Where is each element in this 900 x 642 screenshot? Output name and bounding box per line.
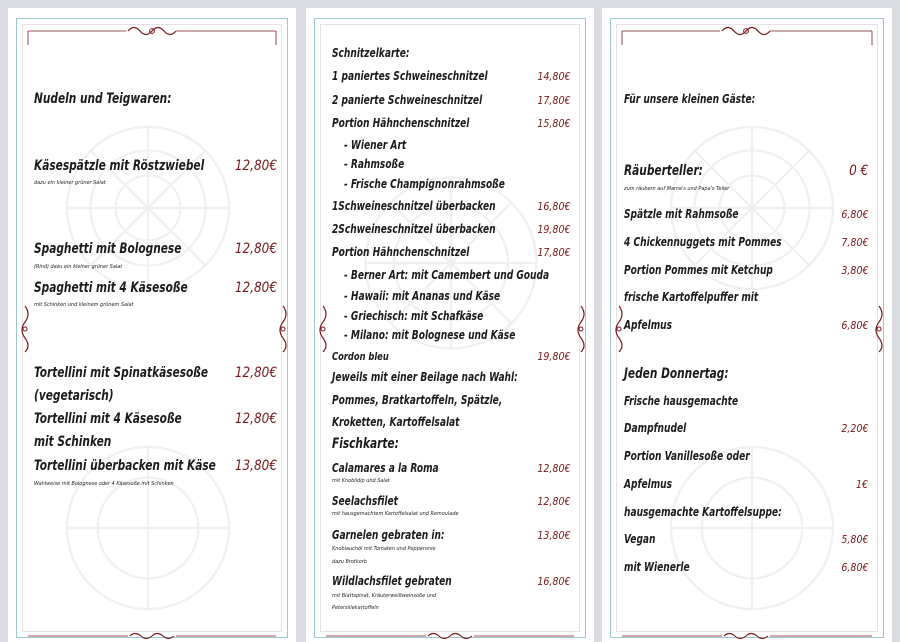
menu-item-note: mit Knoblidip und Salat	[332, 478, 390, 484]
menu-item-note: mit hausgemachtem Kartoffelsalat und Remoulade	[332, 511, 459, 517]
menu-item-name-cont: Apfelmus	[624, 318, 673, 332]
menu-item-price: 17,80€	[536, 94, 570, 107]
menu-item-name: Portion Pommes mit Ketchup	[624, 263, 773, 277]
menu-item-note: mit Schinken und kleinem grünem Salat	[34, 302, 134, 308]
side-ornament-icon	[18, 304, 32, 354]
menu-item-name: Tortellini überbacken mit Käse	[34, 458, 216, 474]
menu-item-name: Spaghetti mit Bolognese	[34, 241, 182, 257]
panel-inner-frame	[22, 24, 282, 632]
side-ornament-icon	[574, 304, 588, 354]
menu-item-note: Petersiliekartoffeln	[332, 605, 379, 611]
menu-item-price: 16,80€	[536, 200, 570, 213]
top-ornament-icon	[602, 10, 892, 54]
menu-panel-pasta	[8, 8, 296, 642]
menu-item-note: (Rind) dazu ein kleiner grüner Salat	[34, 264, 123, 270]
menu-item-name: 2Schweineschnitzel überbacken	[332, 222, 496, 236]
menu-item-name: Cordon bleu	[332, 350, 389, 363]
menu-item-price: 12,80€	[536, 495, 570, 508]
menu-item-price: 12,80€	[234, 280, 277, 296]
menu-item-name: Tortellini mit Spinatkäsesoße	[34, 365, 209, 381]
bottom-ornament-icon	[602, 630, 892, 642]
menu-item-price: 6,80€	[840, 208, 868, 221]
menu-item-price: 13,80€	[536, 529, 570, 542]
menu-item-name: 1 paniertes Schweineschnitzel	[332, 69, 488, 83]
bottom-ornament-icon	[8, 630, 296, 642]
menu-item-note: Wahlweise mit Bolognese oder 4 Käsesoße mit Schinken	[34, 481, 174, 487]
menu-item-name: Räuberteller:	[624, 163, 703, 179]
menu-item-name: Spätzle mit Rahmsoße	[624, 207, 739, 221]
menu-item-name-cont: Dampfnudel	[624, 421, 687, 435]
side-ornament-icon	[276, 304, 290, 354]
menu-item-price: 14,80€	[536, 70, 570, 83]
section-heading: Nudeln und Teigwaren:	[34, 91, 172, 107]
section-heading: Schnitzelkarte:	[332, 46, 410, 60]
menu-item-price: 12,80€	[536, 462, 570, 475]
menu-item-price: 12,80€	[234, 158, 277, 174]
menu-item-price: 7,80€	[840, 236, 868, 249]
menu-item-note: dazu Brotkorb	[332, 559, 367, 565]
menu-item-name-cont: (vegetarisch)	[34, 388, 114, 404]
menu-item-price: 1€	[855, 478, 868, 491]
menu-item-price: 3,80€	[840, 264, 868, 277]
mandala-watermark-icon	[652, 438, 852, 618]
menu-item-name: Garnelen gebraten in:	[332, 528, 445, 542]
option-item: - Frische Champignonrahmsoße	[344, 177, 505, 191]
side-ornament-icon	[316, 304, 330, 354]
option-item: - Berner Art: mit Camembert und Gouda	[344, 268, 550, 282]
menu-item-name: Portion Hähnchenschnitzel	[332, 116, 470, 130]
menu-item-price: 13,80€	[234, 458, 277, 474]
option-item: - Rahmsoße	[344, 157, 405, 171]
menu-item-name-cont: Apfelmus	[624, 477, 673, 491]
option-item: - Milano: mit Bolognese und Käse	[344, 328, 516, 342]
menu-item-price: 15,80€	[536, 117, 570, 130]
side-ornament-icon	[872, 304, 886, 354]
menu-item-note: Knoblauchöl mit Tomaten und Pepperonie	[332, 546, 436, 552]
menu-item-name: Portion Hähnchenschnitzel	[332, 245, 470, 259]
menu-panel-kids-thursday	[602, 8, 892, 642]
menu-panel-schnitzel-fish	[306, 8, 594, 642]
panel-frame	[16, 18, 288, 638]
menu-item-price: 17,80€	[536, 246, 570, 259]
menu-item-name: Calamares a la Roma	[332, 461, 439, 475]
menu-item-name: 4 Chickennuggets mit Pommes	[624, 235, 782, 249]
menu-item-name: frische Kartoffelpuffer mit	[624, 290, 759, 304]
menu-item-price: 6,80€	[840, 319, 868, 332]
menu-item-price: 12,80€	[234, 411, 277, 427]
menu-item-name: Wildlachsfilet gebraten	[332, 574, 452, 588]
menu-item-name: Tortellini mit 4 Käsesoße	[34, 411, 182, 427]
menu-item-name: Frische hausgemachte	[624, 394, 739, 408]
menu-item-name: 1Schweineschnitzel überbacken	[332, 199, 496, 213]
menu-item-note: zum räubern auf Mama's und Papa's Teller	[624, 186, 730, 192]
menu-item-name: Spaghetti mit 4 Käsesoße	[34, 280, 188, 296]
menu-item-price: 6,80€	[840, 561, 868, 574]
option-item: - Hawaii: mit Ananas und Käse	[344, 289, 501, 303]
menu-item-note: dazu ein kleiner grüner Salat	[34, 180, 106, 186]
menu-item-price: 12,80€	[234, 241, 277, 257]
top-ornament-icon	[8, 10, 296, 54]
side-dish-line: Kroketten, Kartoffelsalat	[332, 415, 460, 429]
bottom-ornament-icon	[306, 630, 594, 642]
menu-item-price: 16,80€	[536, 575, 570, 588]
menu-item-name: Seelachsfilet	[332, 494, 399, 508]
side-dish-line: Jeweils mit einer Beilage nach Wahl:	[332, 370, 518, 384]
menu-item-price: 5,80€	[840, 533, 868, 546]
menu-item-name: mit Wienerle	[624, 560, 690, 574]
menu-item-name-cont: mit Schinken	[34, 434, 112, 450]
menu-item-note: mit Blattspinat, Kräuterweißweinsoße und	[332, 593, 437, 599]
section-heading: Für unsere kleinen Gäste:	[624, 92, 756, 106]
menu-item-price: 0 €	[848, 163, 868, 179]
menu-item-name: 2 panierte Schweineschnitzel	[332, 93, 483, 107]
menu-item-price: 12,80€	[234, 365, 277, 381]
menu-item-name: Käsespätzle mit Röstzwiebel	[34, 158, 205, 174]
menu-item-name: Vegan	[624, 532, 656, 546]
option-item: - Griechisch: mit Schafkäse	[344, 309, 484, 323]
mandala-watermark-icon	[58, 118, 238, 298]
option-item: - Wiener Art	[344, 138, 407, 152]
menu-item-name: hausgemachte Kartoffelsuppe:	[624, 505, 782, 519]
menu-item-name: Portion Vanillesoße oder	[624, 449, 750, 463]
side-dish-line: Pommes, Bratkartoffeln, Spätzle,	[332, 393, 503, 407]
menu-item-price: 19,80€	[536, 350, 570, 363]
section-heading: Jeden Donnertag:	[624, 366, 729, 382]
section-heading: Fischkarte:	[332, 436, 399, 452]
menu-item-price: 19,80€	[536, 223, 570, 236]
menu-item-price: 2,20€	[840, 422, 868, 435]
